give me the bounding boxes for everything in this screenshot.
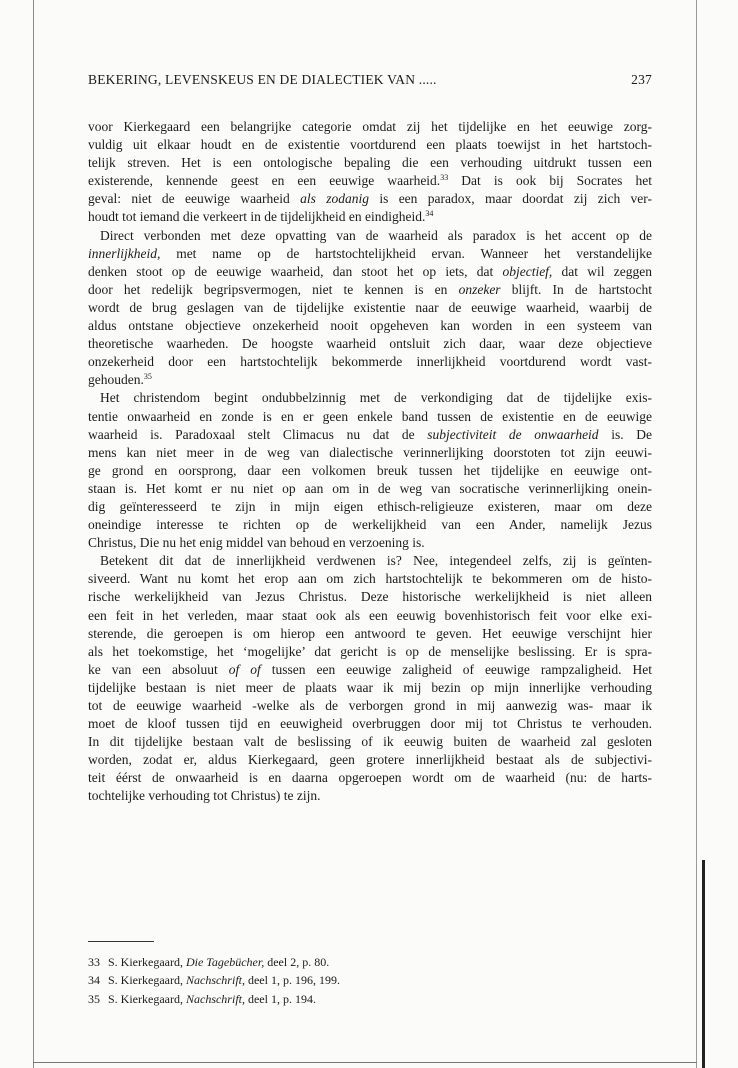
running-title: BEKERING, LEVENSKEUS EN DE DIALECTIEK VAN ..... [88, 72, 437, 87]
footnote-34 [88, 971, 652, 989]
text-line: mens kan niet meer in de weg van dialectische verinnerlijking doorstoten tot zijn eeuwi- [88, 444, 652, 460]
emphasis: objectief, [502, 263, 553, 279]
emphasis: of of [228, 661, 261, 677]
paragraph-1 [88, 118, 652, 227]
text-line: wordt de brug geslagen van de tijdelijke existentie naar de eeuwige waarheid, waarbij de [88, 299, 652, 315]
footnote-ref: 33 [440, 173, 449, 183]
text-run: ke van een absoluut [88, 661, 229, 677]
footnotes [88, 953, 652, 1008]
footnote-text: S. Kierkegaard, [108, 991, 186, 1006]
text-line [88, 172, 652, 190]
text-line: tot de eeuwige waarheid -welke als de verborgen grond in mij aanwezig was- maar ik [88, 698, 652, 713]
text-run: blijft. In de hartstocht [500, 281, 652, 297]
text-line [88, 281, 652, 299]
page-edge-right [696, 0, 697, 1068]
footnote-text: deel 1, p. 194. [244, 991, 316, 1006]
body-text [88, 118, 652, 806]
text-line: tentie onwaarheid en zonde is en er geen enkele band tussen de existentie en de eeuwige [88, 408, 652, 424]
footnote-number: 35 [88, 991, 100, 1006]
text-run: dat wil zeggen [552, 263, 652, 279]
text-line: Christus, Die nu het enig middel van behoud en verzoening is. [88, 535, 425, 551]
text-line: aldus ontstane objectieve onzekerheid nooit opgeheven kan worden in een systeem van [88, 318, 652, 334]
text-line: ge grond en oorsprong, daar een volkomen breuk tussen het tijdelijke en eeuwige ont- [88, 462, 652, 478]
text-line: moet de kloof tussen tijd en eeuwigheid overbruggen door mij tot Christus te verhouden. [88, 716, 652, 732]
text-line: In dit tijdelijke bestaan valt de beslissing of ik eeuwig buiten de waarheid zal gesloten [88, 734, 652, 750]
text-line [88, 263, 652, 281]
text-line: Betekent dit dat de innerlijkheid verdwenen is? Nee, integendeel zelfs, zij is geïnten- [100, 553, 652, 569]
text-run: geval: niet de eeuwige waarheid [88, 191, 301, 207]
footnote-33 [88, 953, 652, 971]
page-edge-bottom [33, 1062, 697, 1063]
text-run: is een paradox, maar doordat zij zich ver- [369, 191, 652, 207]
text-line [88, 426, 652, 444]
paragraph-3 [88, 389, 652, 552]
text-run: existerende, kennende geest en een eeuwige waarheid. [88, 173, 441, 189]
footnote-rule [88, 941, 154, 942]
text-run: is. De [598, 426, 652, 442]
text-line: tijdelijke bestaan is niet meer de plaats waar ik mij bezin op mijn innerlijke verhouding [88, 679, 652, 695]
footnote-text: S. Kierkegaard, [108, 955, 186, 969]
text-line: een feit in het verleden, maar staat ook als een eeuwig bovenhistorisch feit voor elke exi- [88, 607, 652, 623]
text-line: worden, zodat er, aldus Kierkegaard, geen grotere innerlijkheid bestaat als de subjectivi- [88, 752, 652, 768]
footnote-title: Die Tagebücher, [185, 955, 265, 969]
text-line: teit éérst de onwaarheid is en daarna opgeroepen wordt om de waarheid (nu: de harts- [88, 770, 652, 786]
text-line: voor Kierkegaard een belangrijke categorie omdat zij het tijdelijke en het eeuwige zorg- [88, 119, 652, 134]
text-line [88, 245, 652, 263]
footnote-ref: 35 [143, 372, 152, 382]
text-run: Dat is ook bij Socrates het [448, 173, 652, 189]
footnote-35 [88, 990, 652, 1008]
emphasis: onzeker [458, 281, 501, 297]
text-line: rische werkelijkheid van Jezus Christus. Deze historische werkelijkheid is niet alleen [88, 589, 652, 605]
text-line: sterende, die geroepen is om hierop een antwoord te geven. Het eeuwige verschijnt hier [88, 625, 652, 641]
text-line: dig geïnteresseerd te zijn in mijn eigen ethisch-religieuze existeren, maar om deze [88, 498, 652, 514]
text-run: denken stoot op de eeuwige waarheid, dan stoot het op iets, dat [88, 263, 503, 279]
text-line: Het christendom begint ondubbelzinnig met de verkondiging dat de tijdelijke exis- [100, 390, 652, 406]
paragraph-2 [88, 227, 652, 390]
text-run: tussen een eeuwige zaligheid of eeuwige rampzaligheid. Het [260, 661, 653, 677]
text-line [88, 661, 652, 679]
text-line: Direct verbonden met deze opvatting van de waarheid als paradox is het accent op de [100, 227, 652, 243]
footnote-number: 33 [88, 955, 100, 969]
emphasis: subjectiviteit de onwaarheid [427, 426, 599, 442]
text-line [88, 208, 652, 226]
page-edge-left [33, 0, 34, 1068]
footnote-text: deel 2, p. 80. [264, 955, 330, 969]
footnote-title: Nachschrift, [185, 991, 245, 1006]
text-line: tochtelijke verhouding tot Christus) te zijn. [88, 788, 321, 804]
text-line: als het toekomstige, het ‘mogelijke’ dat gericht is op de menselijke beslissing. Er is spra- [88, 643, 652, 659]
footnote-number: 34 [88, 973, 100, 988]
page-number: 237 [631, 72, 652, 87]
text-line: onzekerheid door een hartstochtelijk bekommerde innerlijkheid voortdurend wordt vast- [88, 354, 652, 370]
text-line: oneindige interesse te richten op de werkelijkheid van een Ander, namelijk Jezus [88, 517, 652, 533]
paragraph-4 [88, 552, 652, 805]
page-edge-shadow [702, 860, 705, 1068]
text-line: siveerd. Want nu komt het erop aan om zich hartstochtelijk te bekommeren om de histo- [88, 571, 652, 587]
text-run: houdt tot iemand die verkeert in de tijdelijkheid en eindigheid. [88, 209, 426, 225]
footnote-text: deel 1, p. 196, 199. [244, 973, 340, 988]
text-run: door het redelijk begripsvermogen, niet te kennen is en [88, 281, 459, 297]
text-run: gehouden. [88, 372, 144, 388]
text-run: met name op de hartstochtelijkheid ervan. Wanneer het verstandelijke [160, 245, 652, 261]
text-line: telijk streven. Het is een ontologische bepaling die een verhouding uitdrukt tussen een [88, 155, 652, 171]
footnote-title: Nachschrift, [185, 973, 245, 988]
text-line: vuldig uit elkaar houdt en de existentie voortdurend een plaats toewijst in het hartstoch- [88, 137, 652, 153]
footnote-ref: 34 [425, 209, 434, 219]
text-line [88, 371, 652, 389]
footnote-text: S. Kierkegaard, [108, 973, 186, 988]
text-line: staan is. Het komt er nu niet op aan om in de weg van socratische verinnerlijking onein- [88, 480, 652, 496]
text-line [88, 190, 652, 208]
emphasis: als zodanig [300, 191, 369, 207]
emphasis: innerlijkheid, [88, 245, 161, 261]
text-line: theoretische waarheden. De hoogste waarheid ontsluit zich daar, waar deze objectieve [88, 336, 652, 352]
text-run: waarheid is. Paradoxaal stelt Climacus nu dat de [88, 426, 428, 442]
